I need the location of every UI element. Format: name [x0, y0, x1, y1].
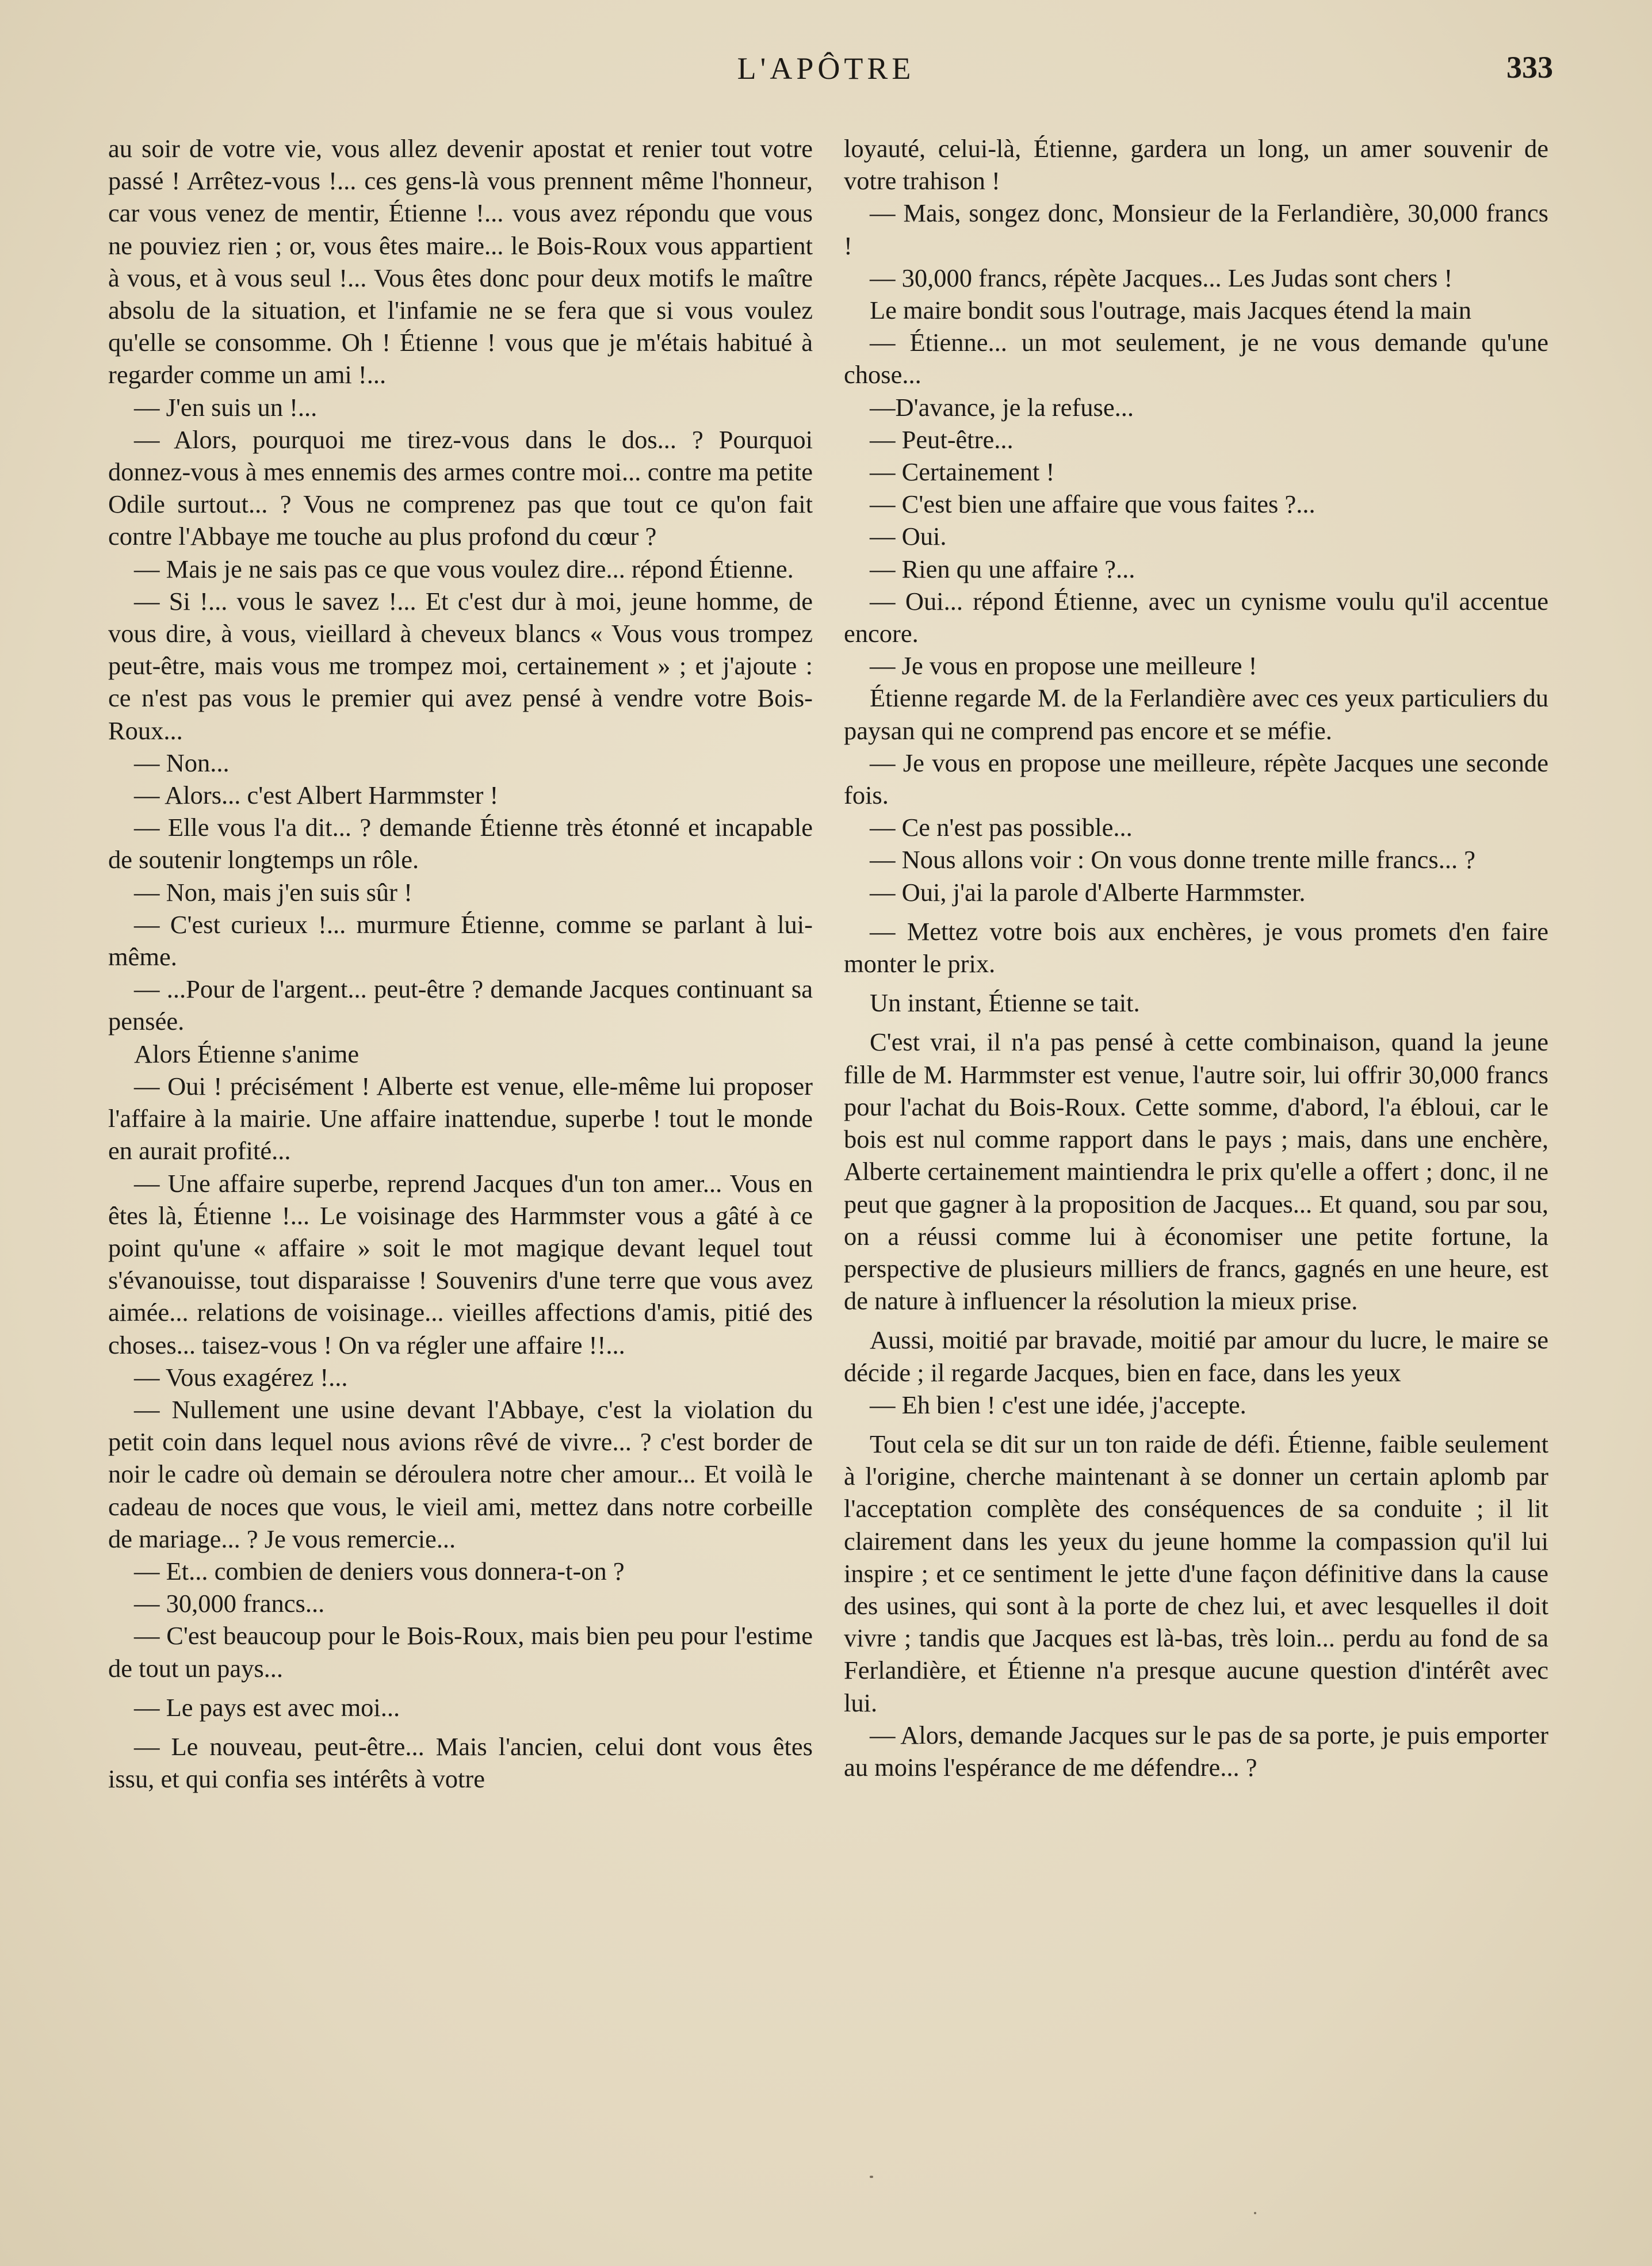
paragraph: — Alors... c'est Albert Harmmster ! [134, 781, 499, 810]
paragraph: — 30,000 francs, répète Jacques... Les Judas sont chers ! [870, 263, 1453, 292]
paragraph: — Vous exagérez !... [134, 1362, 348, 1392]
paragraph: — Oui ! précisément ! Alberte est venue, elle-même lui proposer l'affaire à la mairie. Une affaire inattendue, superbe ! tout le monde en aurait profité... [108, 1071, 813, 1166]
paragraph: — Alors, demande Jacques sur le pas de sa porte, je puis emporter au moins l'espérance de me défendre... ? [844, 1720, 1548, 1782]
paragraph: — C'est curieux !... murmure Étienne, comme se parlant à lui-même. [108, 910, 813, 972]
paragraph: — Nullement une usine devant l'Abbaye, c'est la violation du petit coin dans lequel nous avions rêvé de vivre... ? c'est border de noir le cadre où demain se déroulera notre cher amour... Et voilà le cadeau de noces que vous, le vieil ami, mettez dans notre corbeille de mariage... ? Je vous remercie... [108, 1394, 813, 1553]
paragraph: — Non... [134, 748, 230, 777]
page-number: 333 [1506, 50, 1553, 85]
paragraph: —D'avance, je la refuse... [870, 392, 1134, 422]
paragraph: — Oui, j'ai la parole d'Alberte Harmmster. [870, 877, 1306, 907]
paragraph: — Non, mais j'en suis sûr ! [134, 877, 412, 907]
paragraph: — Elle vous l'a dit... ? demande Étienne très étonné et incapable de soutenir longtemps un rôle. [108, 813, 813, 874]
paragraph: Alors Étienne s'anime [134, 1039, 360, 1068]
page-speck [1254, 2212, 1256, 2214]
paragraph: — Le pays est avec moi... [134, 1692, 400, 1722]
paragraph: — Alors, pourquoi me tirez-vous dans le dos... ? Pourquoi donnez-vous à mes ennemis des armes contre moi... contre ma petite Odile surtout... ? Vous ne comprenez pas que tout ce qu'on fait contre l'Abbaye me touche au plus profond du cœur ? [108, 425, 813, 551]
paragraph: — Mettez votre bois aux enchères, je vous promets d'en faire monter le prix. [844, 916, 1548, 979]
left-text-column [108, 132, 813, 1795]
paragraph: Un instant, Étienne se tait. [870, 988, 1140, 1018]
paragraph: — C'est beaucoup pour le Bois-Roux, mais bien peu pour l'estime de tout un pays... [108, 1621, 813, 1683]
page-speck [870, 2176, 873, 2178]
paragraph: loyauté, celui-là, Étienne, gardera un long, un amer souvenir de votre trahison ! [844, 134, 1548, 196]
paragraph: Le maire bondit sous l'outrage, mais Jacques étend la main [870, 296, 1472, 325]
paragraph: — C'est bien une affaire que vous faites ?... [870, 490, 1316, 519]
paragraph: — Oui. [870, 522, 947, 551]
paragraph: — Je vous en propose une meilleure, répète Jacques une seconde fois. [844, 748, 1548, 810]
paragraph: — J'en suis un !... [134, 392, 318, 422]
paragraph: — Peut-être... [870, 425, 1014, 454]
paragraph: — Le nouveau, peut-être... Mais l'ancien, celui dont vous êtes issu, et qui confia ses intérêts à votre [108, 1732, 813, 1794]
paragraph: — Eh bien ! c'est une idée, j'accepte. [870, 1390, 1246, 1419]
paragraph: — Et... combien de deniers vous donnera-t-on ? [134, 1556, 625, 1585]
paragraph: — Rien qu une affaire ?... [870, 554, 1135, 583]
paragraph: — Nous allons voir : On vous donne trente mille francs... ? [870, 845, 1475, 874]
paragraph: Aussi, moitié par bravade, moitié par amour du lucre, le maire se décide ; il regarde Jacques, bien en face, dans les yeux [844, 1325, 1548, 1387]
running-head-title: L'APÔTRE [737, 51, 915, 86]
paragraph: — Si !... vous le savez !... Et c'est dur à moi, jeune homme, de vous dire, à vous, vieillard à cheveux blancs « Vous vous trompez peut-être, mais vous me trompez moi, certainement » ; et j'ajoute : ce n'est pas vous le premier qui avez pensé à vendre votre Bois-Roux... [108, 586, 813, 745]
paragraph: — Une affaire superbe, reprend Jacques d'un ton amer... Vous en êtes là, Étienne !... Le voisinage des Harmmster vous a gâté à ce point qu'une « affaire » soit le mot magique devant lequel tout s'évanouisse, tout disparaisse ! Souvenirs d'une terre que vous avez aimée... relations de voisinage... vieilles affections d'amis, pitié des choses... taisez-vous ! On va régler une affaire !!... [108, 1168, 813, 1359]
paragraph: — Ce n'est pas possible... [870, 813, 1133, 842]
paragraph: au soir de votre vie, vous allez devenir apostat et renier tout votre passé ! Arrêtez-vous !... ces gens-là vous prennent même l'honneur, car vous venez de mentir, Étienne !... vous avez répondu que vous ne pouviez rien ; or, vous êtes maire... le Bois-Roux vous appartient à vous, et à vous seul !... Vous êtes donc pour deux motifs le maître absolu de la situation, et l'infamie ne se fera que si vous voulez qu'elle se consomme. Oh ! Étienne ! vous que je m'étais habitué à regarder comme un ami !... [108, 134, 813, 389]
paragraph: — Certainement ! [870, 457, 1055, 487]
right-text-column [844, 132, 1548, 1783]
paragraph: Étienne regarde M. de la Ferlandière avec ces yeux particuliers du paysan qui ne comprend pas encore et se méfie. [844, 683, 1548, 745]
paragraph: Tout cela se dit sur un ton raide de défi. Étienne, faible seulement à l'origine, cherche maintenant à se donner un certain aplomb par l'acceptation complète des conséquences de sa conduite ; il lit clairement dans les yeux du jeune homme la compassion qu'il lui inspire ; et ce sentiment le jette d'une façon définitive dans la cause des usines, qui sont à la porte de chez lui, et avec lesquelles il doit vivre ; tandis que Jacques est là-bas, très loin... perdu au fond de sa Ferlandière, et Étienne n'a presque aucune question d'intérêt avec lui. [844, 1429, 1548, 1717]
paragraph: — Je vous en propose une meilleure ! [870, 651, 1257, 681]
paragraph: — Oui... répond Étienne, avec un cynisme voulu qu'il accentue encore. [844, 586, 1548, 648]
paragraph: — ...Pour de l'argent... peut-être ? demande Jacques continuant sa pensée. [108, 975, 813, 1036]
paragraph: — Mais je ne sais pas ce que vous voulez dire... répond Étienne. [134, 554, 794, 583]
paragraph: C'est vrai, il n'a pas pensé à cette combinaison, quand la jeune fille de M. Harmmster est venue, l'autre soir, lui offrir 30,000 francs pour l'achat du Bois-Roux. Cette somme, d'abord, l'a ébloui, car le bois est nul comme rapport dans le pays ; mais, dans une enchère, Alberte certainement maintiendra le prix qu'elle a offert ; donc, il ne peut que gagner à la proposition de Jacques... Et quand, sou par sou, on a réussi comme lui à économiser une petite fortune, la perspective de plusieurs milliers de francs, gagnés en une heure, est de nature à influencer la résolution la mieux prise. [844, 1027, 1548, 1316]
paragraph: — Mais, songez donc, Monsieur de la Ferlandière, 30,000 francs ! [844, 198, 1548, 260]
paragraph: — Étienne... un mot seulement, je ne vous demande qu'une chose... [844, 328, 1548, 389]
paragraph: — 30,000 francs... [134, 1589, 325, 1618]
